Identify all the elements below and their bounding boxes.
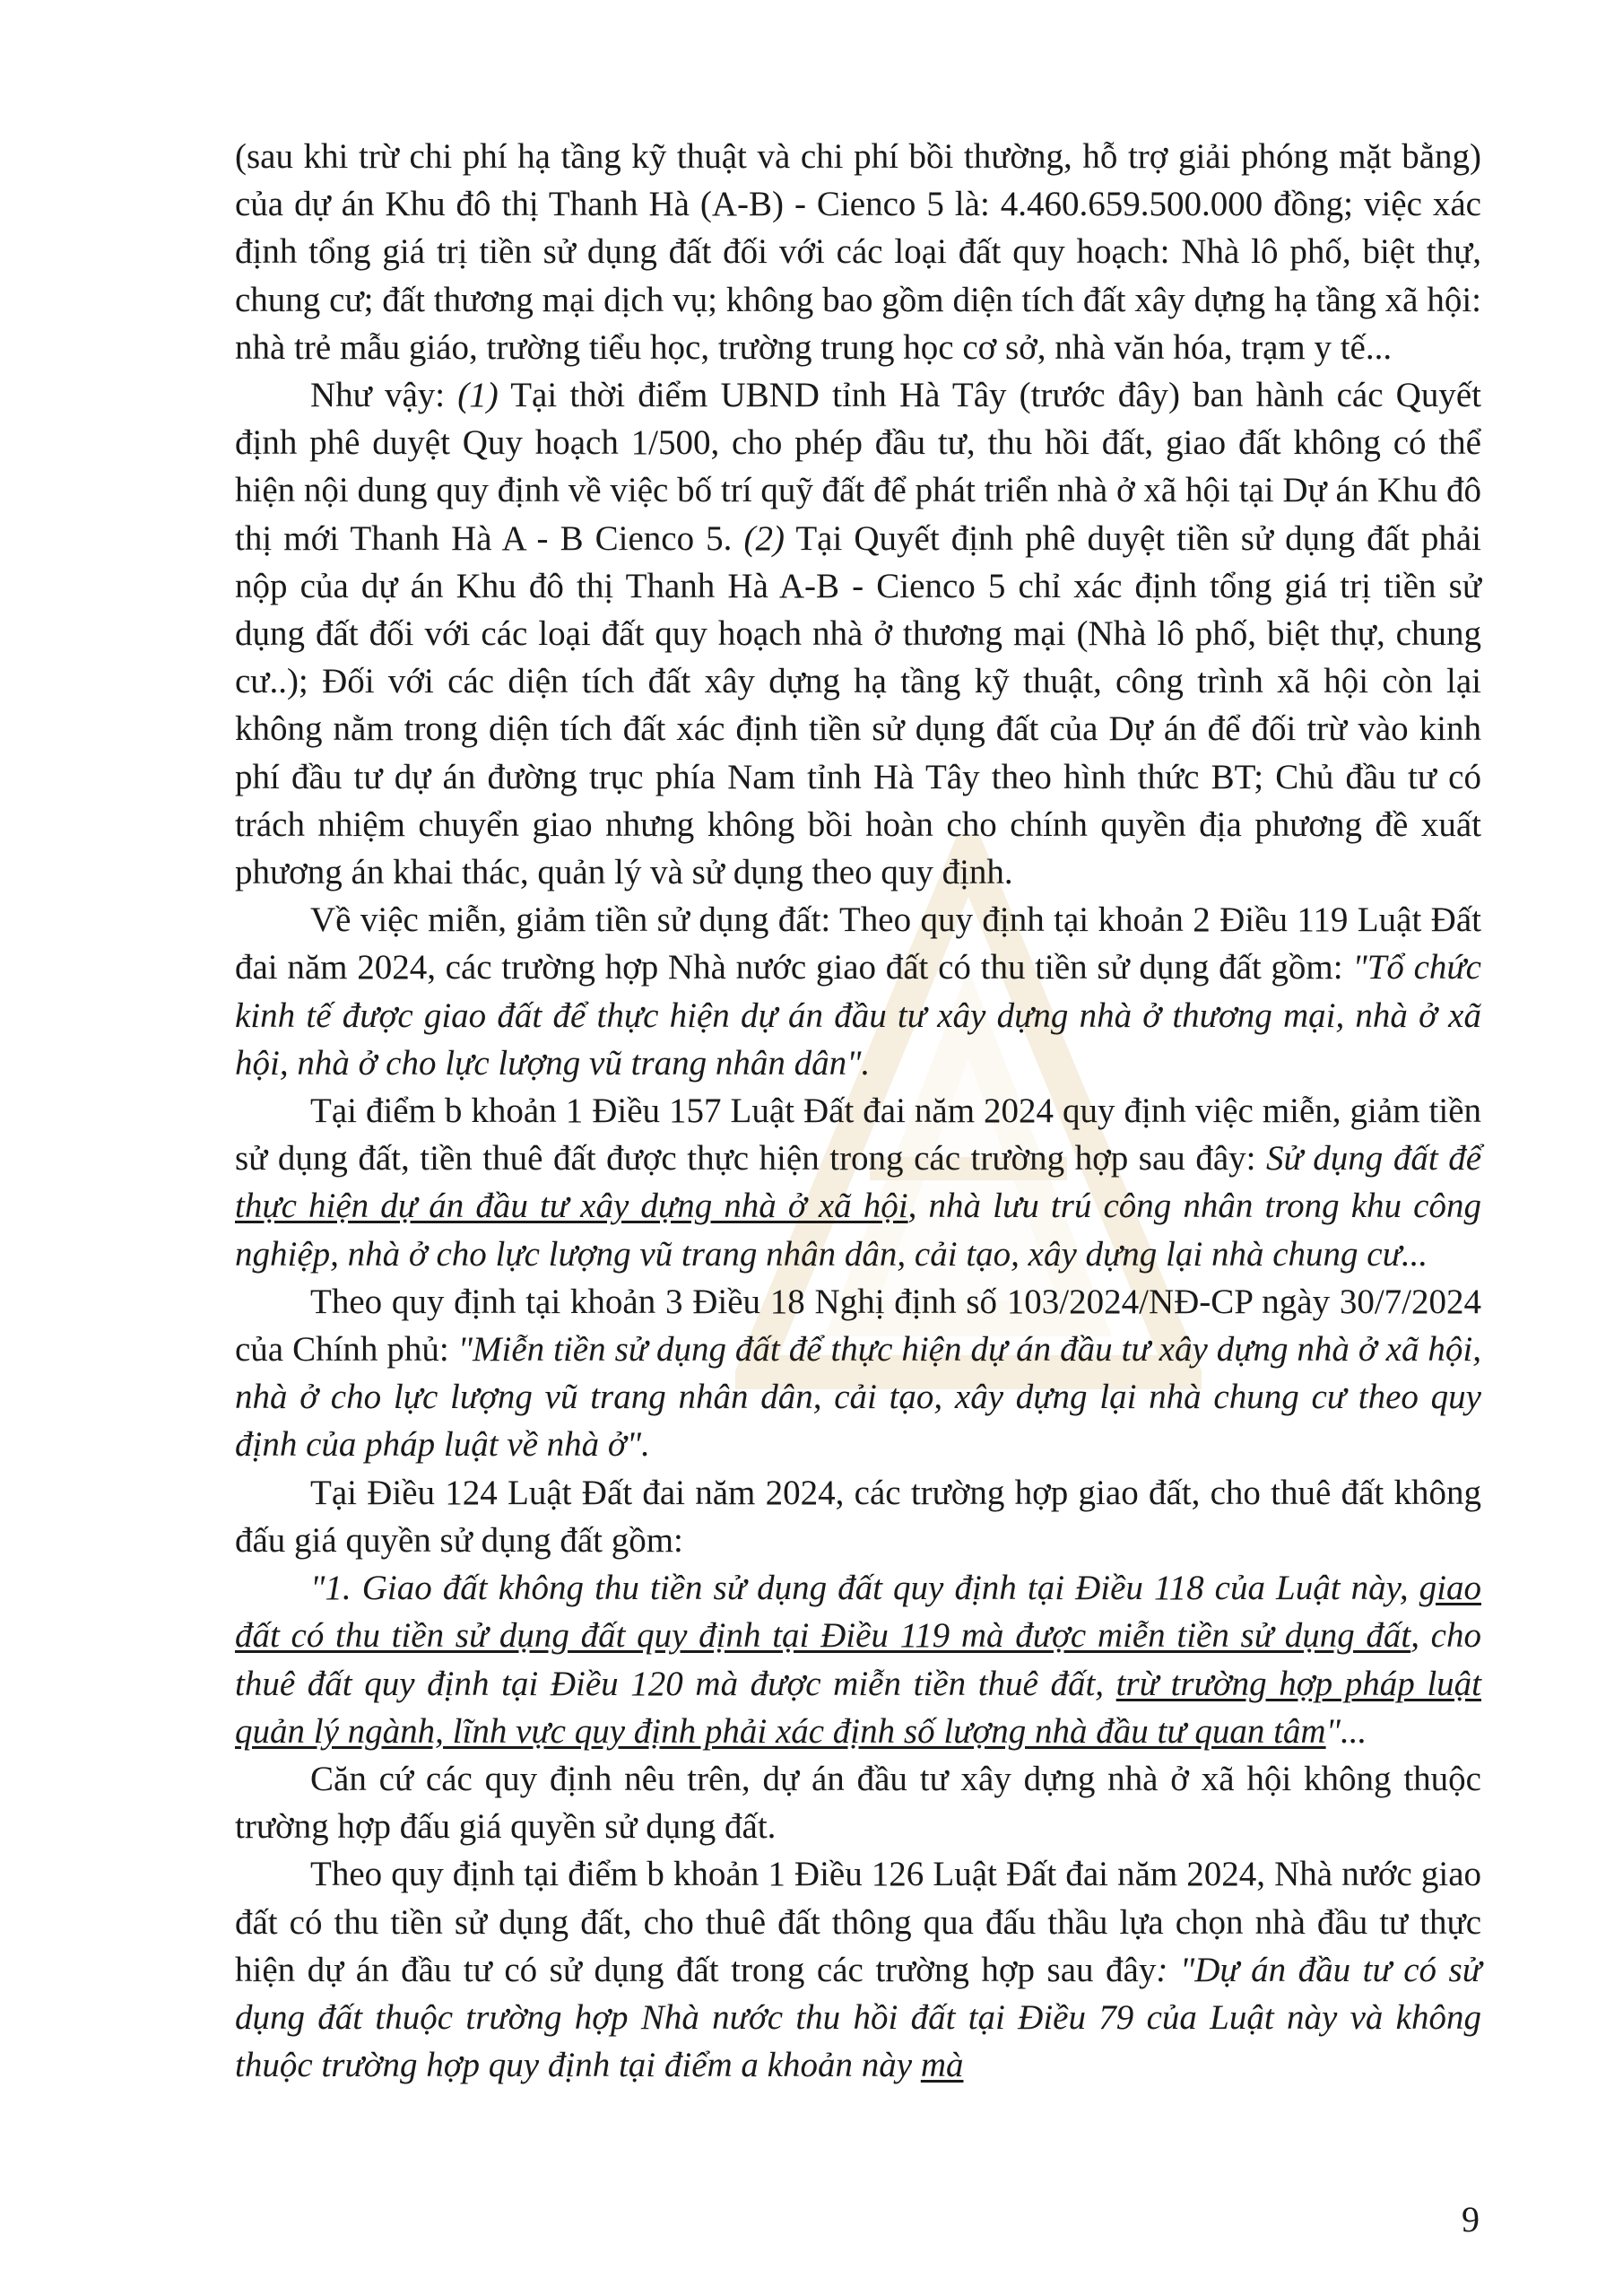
legal-quote: "... <box>1325 1711 1367 1751</box>
underlined-quote: thực hiện dự án đầu tư xây dựng nhà ở xã hội <box>235 1187 908 1226</box>
paragraph-decree-103 <box>235 1278 1481 1469</box>
underlined-quote: mà <box>920 2046 964 2085</box>
legal-quote: , nhà lưu trú công nhân trong khu công nghiệp, nhà ở cho lực lượng vũ trang nhân dân, cải tạo, xây dựng lại nhà chung cư... <box>235 1187 1481 1274</box>
legal-quote: "1. Giao đất không thu tiền sử dụng đất quy định tại Điều 118 của Luật này, <box>310 1569 1419 1608</box>
paragraph-basis: Căn cứ các quy định nêu trên, dự án đầu tư xây dựng nhà ở xã hội không thuộc trường hợp đấu giá quyền sử dụng đất. <box>235 1759 1481 1847</box>
text-run: Tại điểm b khoản 1 Điều 157 Luật Đất đai năm 2024 quy định việc miễn, giảm tiền sử dụng đất, tiền thuê đất được thực hiện trong các trường hợp sau đây: <box>235 1091 1481 1178</box>
page-number: 9 <box>1462 2199 1480 2239</box>
legal-quote: "Dự án đầu tư có sử dụng đất thuộc trường hợp Nhà nước thu hồi đất tại Điều 79 của Luật này và không thuộc trường hợp quy định tại điểm a khoản này <box>235 1950 1481 2085</box>
text-run: Về việc miễn, giảm tiền sử dụng đất: Theo quy định tại khoản 2 Điều 119 Luật Đất đai năm 2024, các trường hợp Nhà nước giao đất có thu tiền sử dụng đất gồm: <box>235 900 1481 987</box>
paragraph-article-126 <box>235 1850 1481 2089</box>
text-run: Tại Quyết định phê duyệt tiền sử dụng đất phải nộp của dự án Khu đô thị Thanh Hà A-B - Cienco 5 chỉ xác định tổng giá trị tiền sử dụng đất đối với các loại đất quy hoạch nhà ở thương mại (Nhà lô phố, biệt thự, chung cư..); Đối với các diện tích đất xây dựng hạ tầng kỹ thuật, công trình xã hội còn lại không nằm trong diện tích đất xác định tiền sử dụng đất của Dự án để đối trừ vào kinh phí đầu tư dự án đường trục phía Nam tỉnh Hà Tây theo hình thức BT; Chủ đầu tư có trách nhiệm chuyển giao nhưng không bồi hoàn cho chính quyền địa phương đề xuất phương án khai thác, quản lý và sử dụng theo quy định. <box>235 518 1482 892</box>
legal-quote: "Miễn tiền sử dụng đất để thực hiện dự án đầu tư xây dựng nhà ở xã hội, nhà ở cho lực lượng vũ trang nhân dân, cải tạo, xây dựng lại nhà chung cư theo quy định của pháp luật về nhà ở". <box>235 1330 1481 1465</box>
paragraph-land-value: (sau khi trừ chi phí hạ tầng kỹ thuật và chi phí bồi thường, hỗ trợ giải phóng mặt bằng) của dự án Khu đô thị Thanh Hà (A-B) - Cienco 5 là: 4.460.659.500.000 đồng; việc xác định tổng giá trị tiền sử dụng đất đối với các loại đất quy hoạch: Nhà lô phố, biệt thự, chung cư; đất thương mại dịch vụ; không bao gồm diện tích đất xây dựng hạ tầng xã hội: nhà trẻ mẫu giáo, trường tiểu học, trường trung học cơ sở, nhà văn hóa, trạm y tế... <box>235 137 1481 367</box>
underlined-quote: giao đất có thu tiền sử dụng đất quy định tại Điều 119 mà được miễn tiền sử dụng đất <box>235 1569 1481 1656</box>
document-body <box>235 133 1481 2089</box>
paragraph-exemption <box>235 896 1481 1087</box>
paragraph-conclusion <box>235 371 1481 896</box>
item-number: (2) <box>743 518 785 558</box>
legal-quote: "Tổ chức kinh tế được giao đất để thực hiện dự án đầu tư xây dựng nhà ở thương mại, nhà ở xã hội, nhà ở cho lực lượng vũ trang nhân dân". <box>235 948 1481 1083</box>
item-number: (1) <box>457 376 499 415</box>
underlined-quote: trừ trường hợp pháp luật quản lý ngành, lĩnh vực quy định phải xác định số lượng nhà đầu tư quan tâm <box>235 1664 1481 1751</box>
text-run: : <box>1156 1950 1168 1989</box>
text-run: Như vậy: <box>310 376 458 415</box>
legal-quote: Sử dụng đất để <box>1266 1139 1481 1178</box>
paragraph-article-124: Tại Điều 124 Luật Đất đai năm 2024, các trường hợp giao đất, cho thuê đất không đấu giá quyền sử dụng đất gồm: <box>235 1473 1481 1560</box>
text-run: Theo quy định tại khoản 3 Điều 18 Nghị định số 103/2024/NĐ-CP ngày 30/7/2024 của Chính phủ: <box>235 1282 1481 1370</box>
paragraph-article-157 <box>235 1087 1481 1278</box>
paragraph-article-124-quote <box>235 1564 1481 1755</box>
legal-quote: , cho thuê đất quy định tại Điều 120 mà được miễn tiền thuê đất, <box>235 1616 1481 1703</box>
text-run: Theo quy định tại điểm b khoản 1 Điều 126 Luật Đất đai năm 2024, Nhà nước giao đất có thu tiền sử dụng đất, cho thuê đất thông qua đấu thầu lựa chọn nhà đầu tư thực hiện dự án đầu tư có sử dụng đất trong các trường hợp sau đây <box>235 1855 1481 1989</box>
text-run: Tại thời điểm UBND tỉnh Hà Tây (trước đây) ban hành các Quyết định phê duyệt Quy hoạch 1/500, cho phép đầu tư, thu hồi đất, giao đất không có thể hiện nội dung quy định về việc bố trí quỹ đất để phát triển nhà ở xã hội tại Dự án Khu đô thị mới Thanh Hà A - B Cienco 5. <box>235 376 1481 558</box>
